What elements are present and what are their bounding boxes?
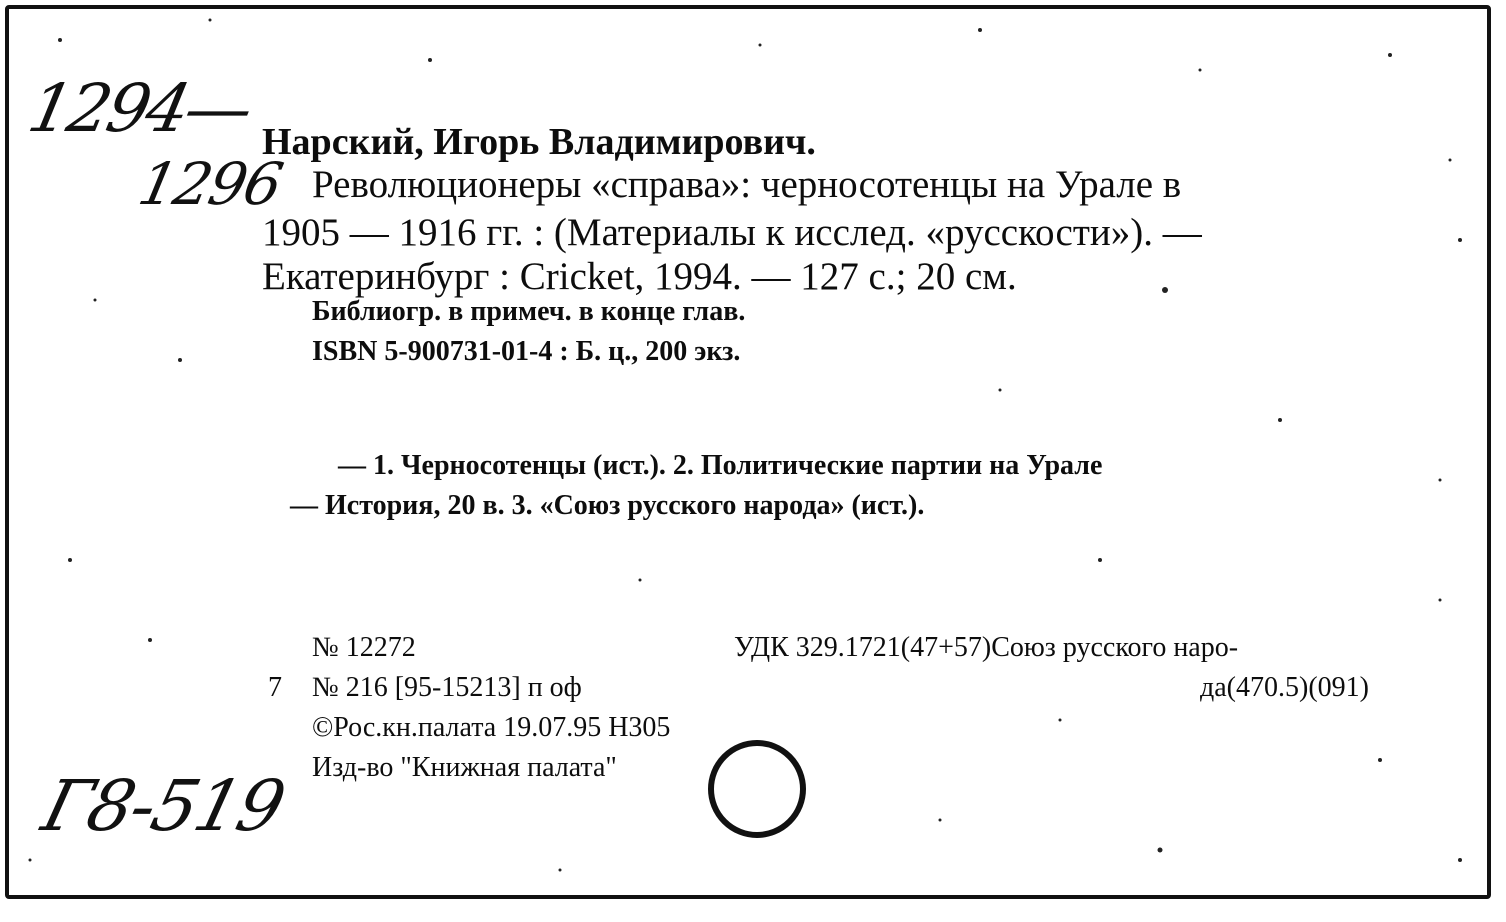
book-chamber-imprint: ©Рос.кн.палата 19.07.95 Н305 (312, 712, 671, 743)
udk-classification-line-1: УДК 329.1721(47+57)Союз русского наро- (734, 632, 1239, 663)
subject-headings-line-1: — 1. Черносотенцы (ист.). 2. Политические партии на Урале (338, 450, 1103, 481)
card-prefix-digit: 7 (268, 672, 282, 703)
record-isbn: ISBN 5-900731-01-4 : Б. ц., 200 экз. (312, 336, 741, 367)
subject-headings-line-2: — История, 20 в. 3. «Союз русского народа» (ист.). (290, 490, 925, 521)
handwritten-shelf-mark: Г8-519 (34, 765, 292, 847)
publisher-imprint: Изд-во "Книжная палата" (312, 752, 617, 783)
handwritten-number-second: 1296 (132, 150, 287, 218)
record-title-line-3: Екатеринбург : Cricket, 1994. — 127 с.; 20 см. (262, 255, 1017, 298)
circle-stamp-mark (708, 740, 806, 838)
order-number: № 216 [95-15213] п оф (312, 672, 582, 703)
record-author: Нарский, Игорь Владимирович. (262, 121, 816, 163)
record-title-line-2: 1905 — 1916 гг. : (Материалы к исслед. «русскости»). — (262, 211, 1202, 254)
card-number: № 12272 (312, 632, 416, 663)
handwritten-number-top: 1294— (21, 70, 258, 147)
record-bibliography-note: Библиогр. в примеч. в конце глав. (312, 296, 746, 327)
record-title-line-1: Революционеры «справа»: черносотенцы на Урале в (312, 163, 1182, 206)
udk-classification-line-2: да(470.5)(091) (1200, 672, 1369, 703)
